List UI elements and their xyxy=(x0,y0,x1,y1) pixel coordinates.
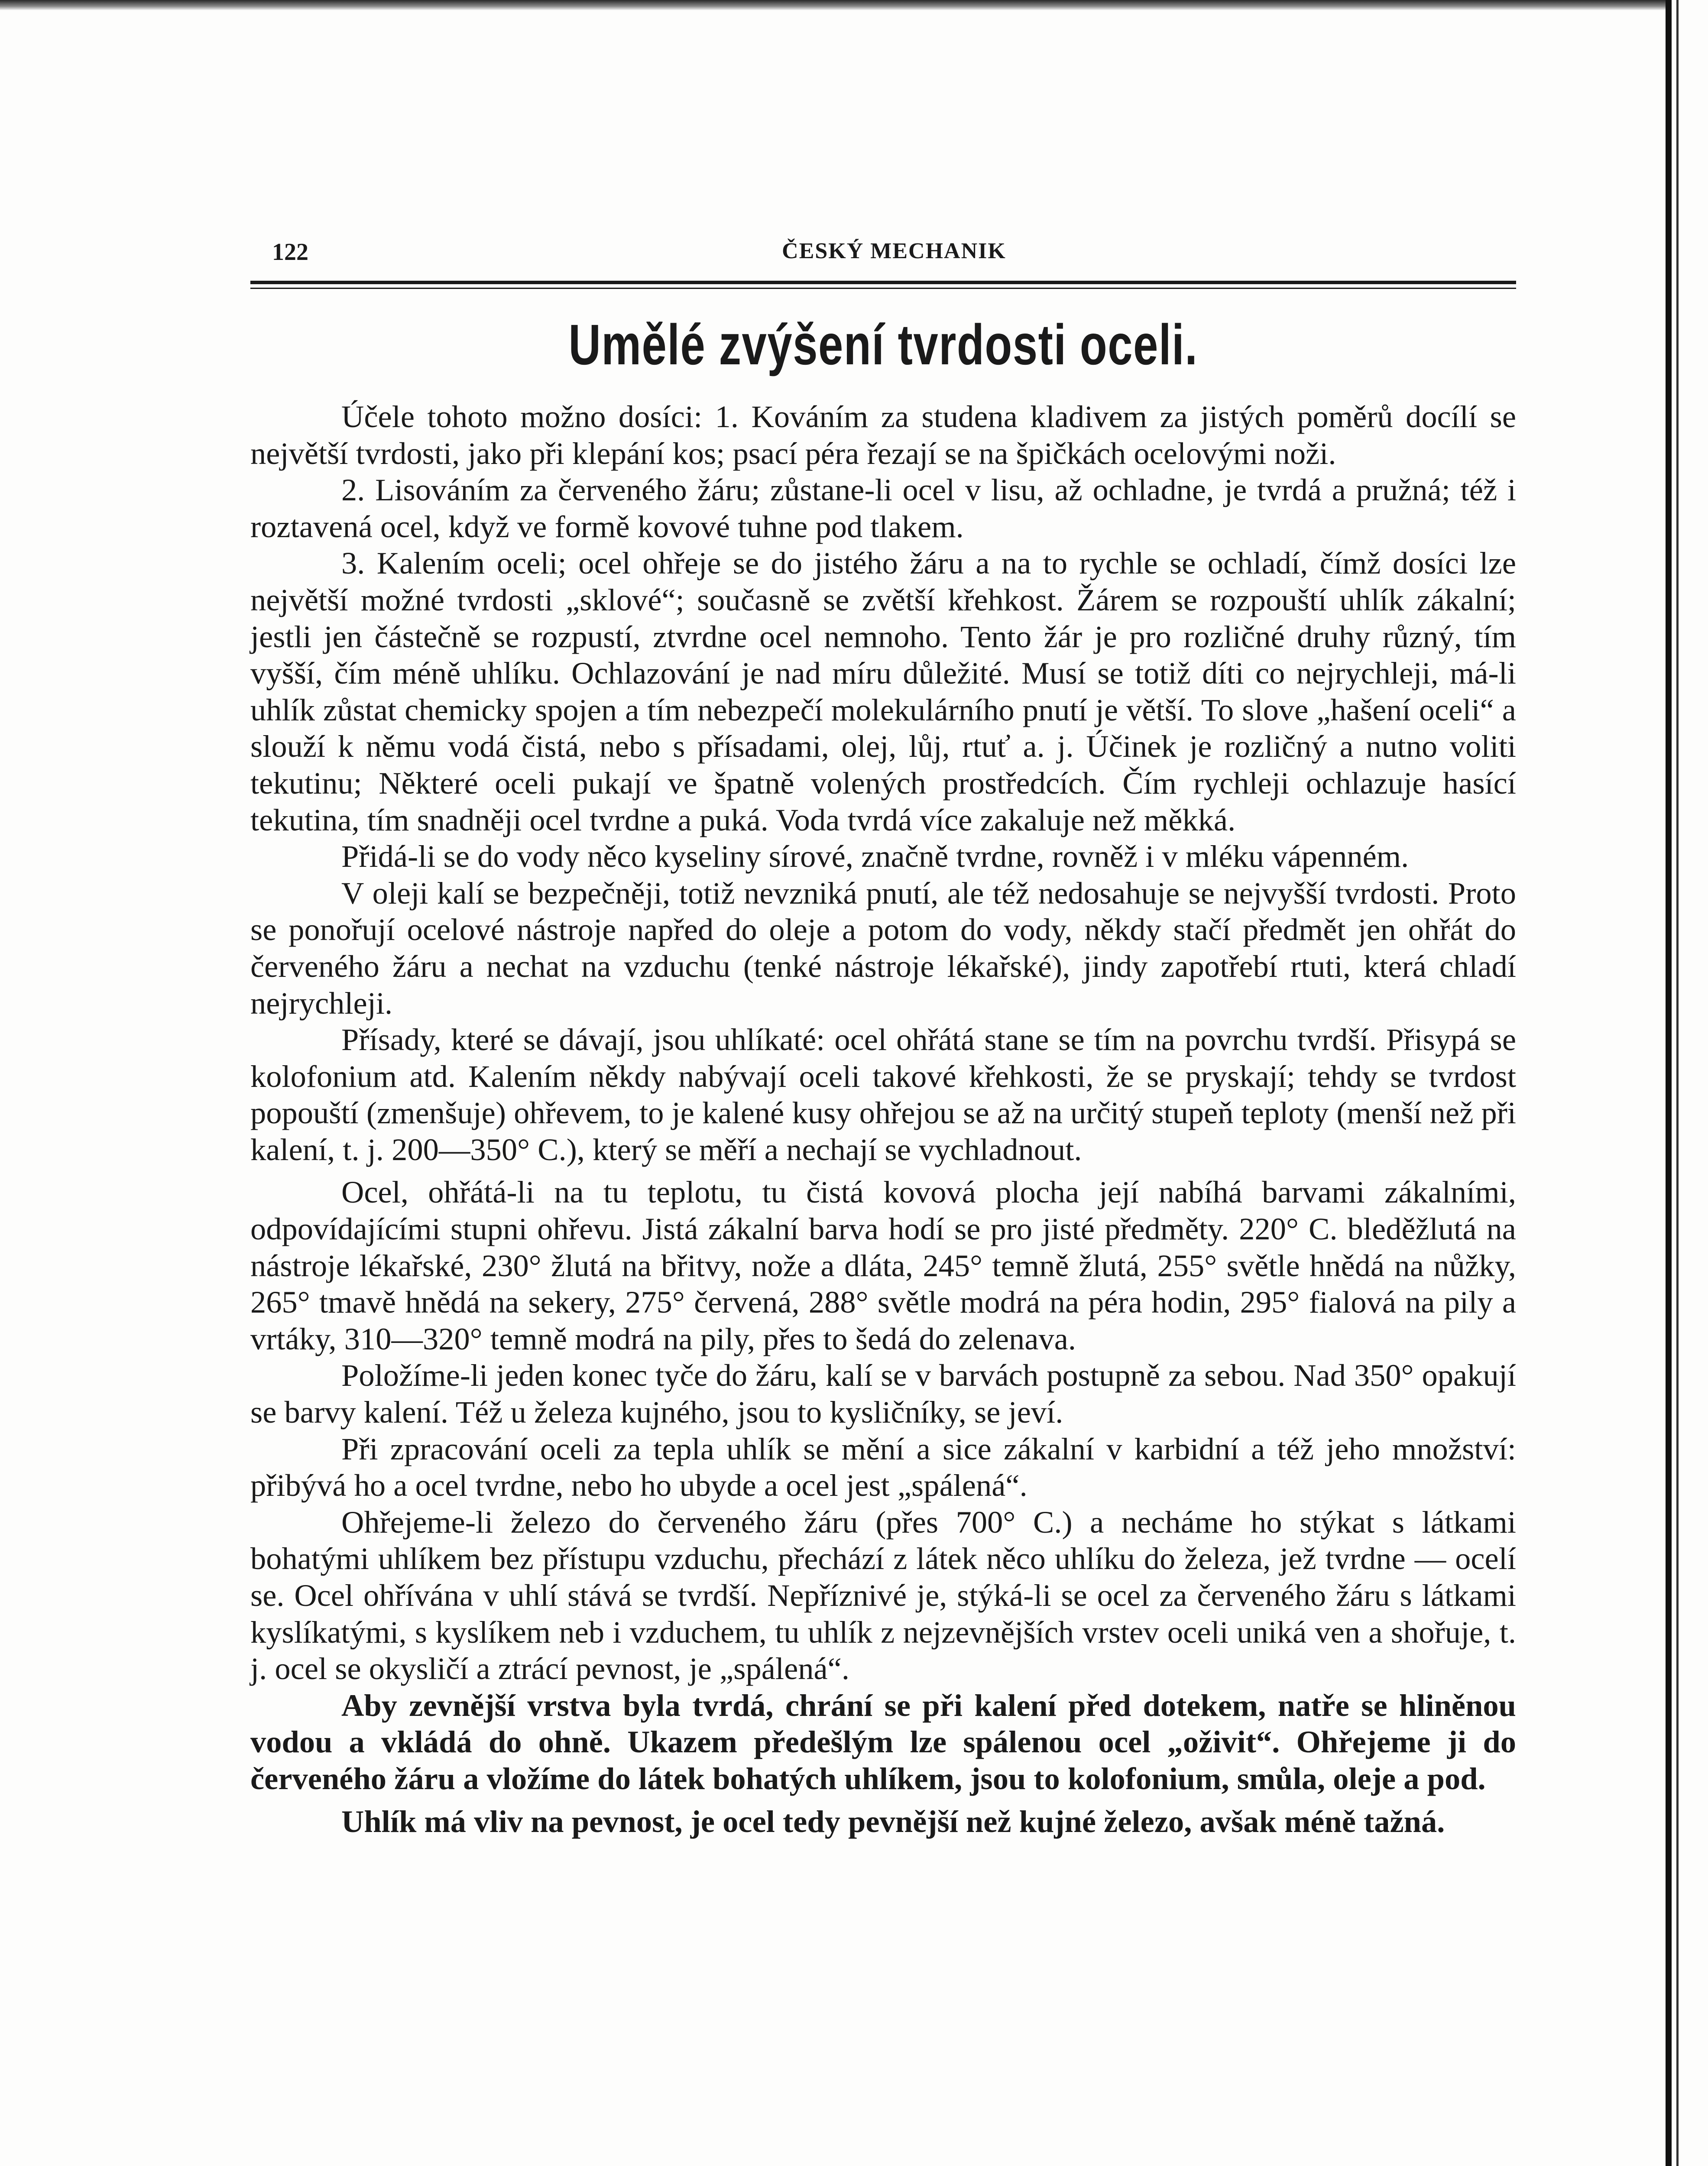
paragraph-carbon-strength: Uhlík má vliv na pevnost, je ocel tedy pevnější než kujné železo, avšak méně tažná. xyxy=(341,1803,1445,1839)
paragraph-surface-protection: Aby zevnější vrstva byla tvrdá, chrání se při kalení před dotekem, natře se hliněnou vodou a vkládá do ohně. Ukazem předešlým lze spálenou ocel „oživit“. Ohřejeme ji do červeného žáru a vložíme do látek bohatých uhlíkem, jsou to kolofonium, smůla, oleje a pod. xyxy=(250,1687,1516,1796)
scan-edge-right xyxy=(1666,0,1672,2166)
scan-edge-top xyxy=(0,0,1672,10)
paragraph-hot-working: Při zpracování oceli za tepla uhlík se mění a sice zákalní v karbidní a též jeho množství: přibývá ho a ocel tvrdne, nebo ho ubyde a ocel jest „spálená“. xyxy=(250,1431,1516,1503)
header-rule-thin xyxy=(250,288,1516,289)
paragraph-sulfuric-acid: Přidá-li se do vody něco kyseliny sírové, značně tvrdne, rovněž i v mléku vápenném. xyxy=(341,839,1409,874)
paragraph-pressing: 2. Lisováním za červeného žáru; zůstane-li ocel v lisu, až ochladne, je tvrdá a pružná; též i roztavená ocel, když ve formě kovové tuhne pod tlakem. xyxy=(250,472,1516,544)
paragraph-hardening: 3. Kalením oceli; ocel ohřeje se do jistého žáru a na to rychle se ochladí, čímž dosíci lze největší možné tvrdosti „sklové“; současně se zvětší křehkost. Žárem se rozpouští uhlík zákalní; jestli jen částečně se rozpustí, ztvrdne ocel nemnoho. Tento žár je pro rozličné druhy různý, tím vyšší, čím méně uhlíku. Ochlazování je nad míru důležité. Musí se totiž díti co nejrychleji, má-li uhlík zůstat chemicky spojen a tím nebezpečí molekulárního pnutí je větší. To slove „hašení oceli“ a slouží k němu vodá čistá, nebo s přísadami, olej, lůj, rtuť a. j. Účinek je rozličný a nutno voliti tekutinu; Některé oceli pukají ve špatně volených prostředcích. Čím rychleji ochlazuje hasící tekutina, tím snadněji ocel tvrdne a puká. Voda tvrdá více zakaluje než měkká. xyxy=(250,545,1516,837)
header-rule-thick xyxy=(250,281,1516,284)
paragraph-carburizing: Ohřejeme-li železo do červeného žáru (přes 700° C.) a necháme ho stýkat s látkami bohatými uhlíkem bez přístupu vzduchu, přechází z látek něco uhlíku do železa, jež tvrdne — ocelí se. Ocel ohřívána v uhlí stává se tvrdší. Nepříznivé je, stýká-li se ocel za červeného žáru s látkami kyslíkatými, s kyslíkem neb i vzduchem, tu uhlík z nejzevnějších vrstev oceli uniká ven a shořuje, t. j. ocel se okysličí a ztrácí pevnost, je „spálená“. xyxy=(250,1504,1516,1686)
page-number: 122 xyxy=(272,239,308,266)
paragraph-additives: Přísady, které se dávají, jsou uhlíkaté: ocel ohřátá stane se tím na povrchu tvrdší. Přisypá se kolofonium atd. Kalením někdy nabývají oceli takové křehkosti, že se pryskají; tehdy se tvrdost popouští (zmenšuje) ohřevem, to je kalené kusy ohřejou se až na určitý stupeň teploty (menší než při kalení, t. j. 200—350° C.), který se měří a nechají se vychladnout. xyxy=(250,1022,1516,1167)
article-title: Umělé zvýšení tvrdosti oceli. xyxy=(568,313,1198,376)
paragraph-oil: V oleji kalí se bezpečněji, totiž nevzniká pnutí, ale též nedosahuje se nejvyšší tvrdosti. Proto se ponořují ocelové nástroje napřed do oleje a potom do vody, někdy stačí předmět jen ohřát do červeného žáru a nechat na vzduchu (tenké nástroje lékařské), jindy zapotřebí rtuti, která chladí nejrychleji. xyxy=(250,875,1516,1021)
paragraph-rod-end: Položíme-li jeden konec tyče do žáru, kalí se v barvách postupně za sebou. Nad 350° opakují se barvy kalení. Též u železa kujného, jsou to kysličníky, se jeví. xyxy=(250,1358,1516,1430)
paragraph-temper-colors: Ocel, ohřátá-li na tu teplotu, tu čistá kovová plocha její nabíhá barvami zákalními, odpovídajícími stupni ohřevu. Jistá zákalní barva hodí se pro jisté předměty. 220° C. bleděžlutá na nástroje lékařské, 230° žlutá na břitvy, nože a dláta, 245° temně žlutá, 255° světle hnědá na nůžky, 265° tmavě hnědá na sekery, 275° červená, 288° světle modrá na péra hodin, 295° fialová na pily a vrtáky, 310—320° temně modrá na pily, přes to šedá do zelenava. xyxy=(250,1174,1516,1356)
page-header xyxy=(272,234,1516,269)
running-title: ČESKÝ MECHANIK xyxy=(782,239,1006,263)
article-body xyxy=(250,399,1516,1840)
scan-edge-right-inner xyxy=(1676,0,1679,2166)
paragraph-intro: Účele tohoto možno dosíci: 1. Kováním za studena kladivem za jistých poměrů docílí se největší tvrdosti, jako při klepání kos; psací péra řezají se na špičkách ocelovými noži. xyxy=(250,399,1516,471)
